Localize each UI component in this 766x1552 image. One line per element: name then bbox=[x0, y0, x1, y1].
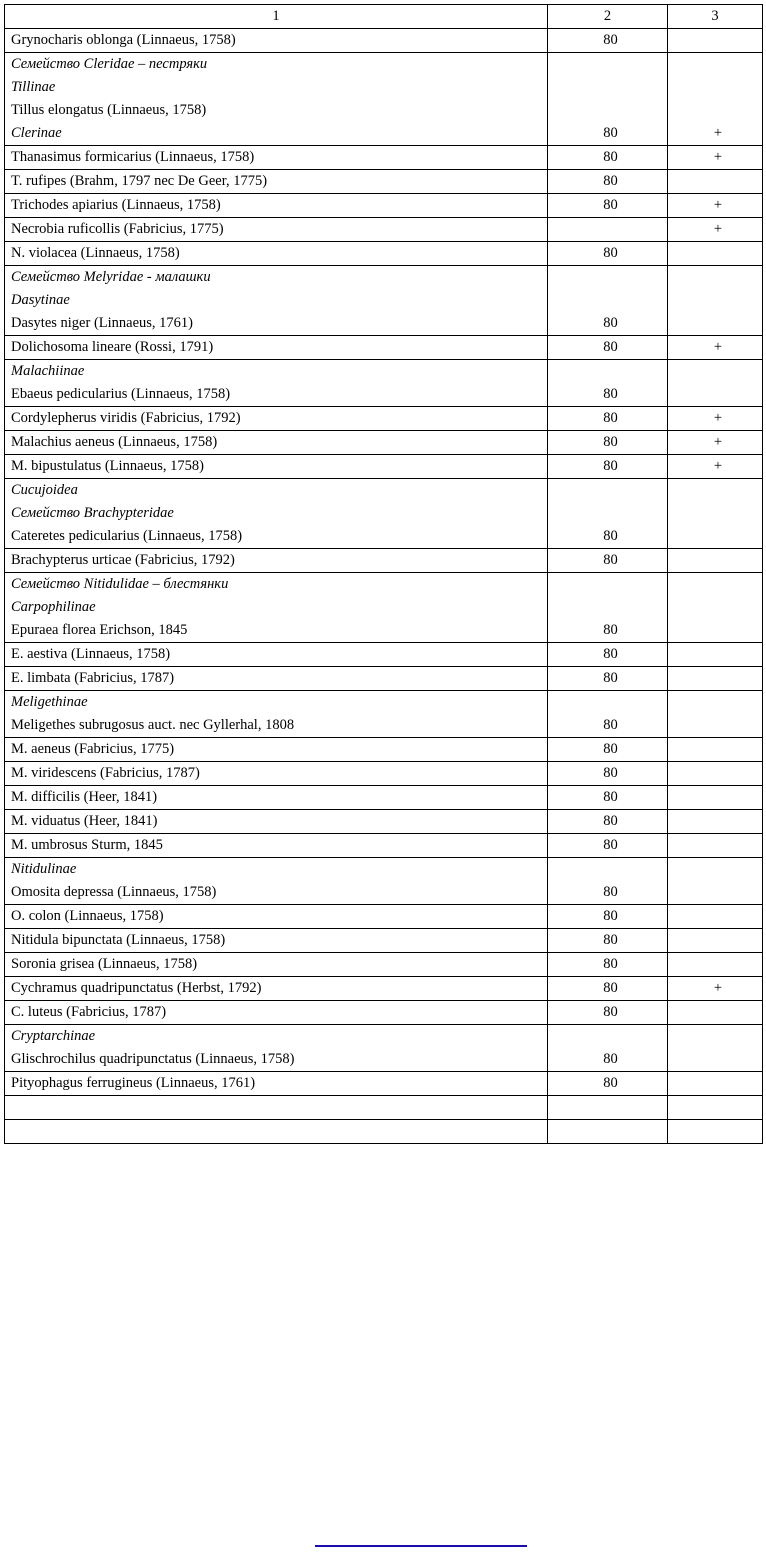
header-col-3: 3 bbox=[668, 5, 763, 29]
species-name: M. umbrosus Sturm, 1845 bbox=[11, 837, 163, 853]
presence-cell bbox=[668, 977, 763, 1001]
presence-mark: + bbox=[713, 339, 723, 355]
species-table bbox=[4, 4, 763, 1144]
species-cell bbox=[5, 266, 548, 336]
presence-cell bbox=[668, 170, 763, 194]
species-cell bbox=[5, 360, 548, 407]
species-name: E. limbata (Fabricius, 1787) bbox=[11, 670, 175, 686]
value-text: 80 bbox=[603, 552, 618, 568]
value-text: 80 bbox=[603, 908, 618, 924]
value-cell bbox=[548, 194, 668, 218]
presence-cell bbox=[668, 479, 763, 549]
presence-mark bbox=[674, 810, 762, 833]
species-name: Grynocharis oblonga (Linnaeus, 1758) bbox=[11, 32, 236, 48]
table-row bbox=[5, 29, 763, 53]
presence-mark bbox=[674, 29, 762, 52]
table-row bbox=[5, 1072, 763, 1096]
value-text: 80 bbox=[603, 434, 618, 450]
presence-cell bbox=[668, 810, 763, 834]
presence-mark bbox=[674, 834, 762, 857]
species-name: T. rufipes (Brahm, 1797 nec De Geer, 1775) bbox=[11, 173, 268, 189]
value-cell bbox=[548, 1001, 668, 1025]
value-cell bbox=[548, 360, 668, 407]
species-name: Nitidula bipunctata (Linnaeus, 1758) bbox=[11, 932, 226, 948]
table-row bbox=[5, 455, 763, 479]
table-row bbox=[5, 336, 763, 360]
table-row bbox=[5, 1025, 763, 1072]
table-row bbox=[5, 170, 763, 194]
value-text: 80 bbox=[603, 315, 618, 331]
table-row bbox=[5, 810, 763, 834]
species-name: Omosita depressa (Linnaeus, 1758) bbox=[11, 884, 217, 900]
species-name: Ebaeus pedicularius (Linnaeus, 1758) bbox=[11, 386, 231, 402]
presence-cell bbox=[668, 336, 763, 360]
presence-cell bbox=[668, 431, 763, 455]
species-name: Cychramus quadripunctatus (Herbst, 1792) bbox=[11, 980, 262, 996]
empty-row bbox=[5, 1096, 763, 1120]
value-text bbox=[554, 218, 667, 241]
presence-mark: + bbox=[713, 980, 723, 996]
value-text: 80 bbox=[603, 765, 618, 781]
value-cell bbox=[548, 858, 668, 905]
value-cell bbox=[548, 810, 668, 834]
presence-cell bbox=[668, 667, 763, 691]
species-name: Tillus elongatus (Linnaeus, 1758) bbox=[11, 102, 207, 118]
value-text: 80 bbox=[603, 125, 618, 141]
species-cell bbox=[5, 977, 548, 1001]
presence-mark: + bbox=[713, 197, 723, 213]
taxon-group-label: Cucujoidea bbox=[11, 482, 78, 498]
species-name: Brachypterus urticae (Fabricius, 1792) bbox=[11, 552, 235, 568]
value-text: 80 bbox=[603, 837, 618, 853]
value-cell bbox=[548, 336, 668, 360]
table-row bbox=[5, 218, 763, 242]
table-row bbox=[5, 738, 763, 762]
species-cell bbox=[5, 53, 548, 146]
header-col-1: 1 bbox=[5, 5, 548, 29]
empty-cell bbox=[668, 1120, 763, 1144]
empty-cell bbox=[5, 1120, 548, 1144]
species-cell bbox=[5, 407, 548, 431]
species-cell bbox=[5, 786, 548, 810]
presence-mark bbox=[674, 881, 762, 904]
species-cell bbox=[5, 1001, 548, 1025]
table-row bbox=[5, 53, 763, 146]
species-cell bbox=[5, 643, 548, 667]
value-text: 80 bbox=[603, 197, 618, 213]
value-text: 80 bbox=[603, 386, 618, 402]
table-row bbox=[5, 643, 763, 667]
presence-cell bbox=[668, 1001, 763, 1025]
empty-cell bbox=[668, 1096, 763, 1120]
presence-mark bbox=[674, 643, 762, 666]
value-cell bbox=[548, 573, 668, 643]
presence-mark bbox=[674, 549, 762, 572]
presence-mark bbox=[674, 953, 762, 976]
value-text: 80 bbox=[603, 884, 618, 900]
species-name: N. violacea (Linnaeus, 1758) bbox=[11, 245, 180, 261]
value-cell bbox=[548, 786, 668, 810]
taxon-group-label: Cryptarchinae bbox=[11, 1028, 96, 1044]
taxon-group-label: Meligethinae bbox=[11, 694, 88, 710]
species-cell bbox=[5, 691, 548, 738]
value-text: 80 bbox=[603, 741, 618, 757]
table-row bbox=[5, 360, 763, 407]
table-row bbox=[5, 146, 763, 170]
presence-cell bbox=[668, 929, 763, 953]
presence-cell bbox=[668, 762, 763, 786]
taxon-group-label: Семейство Melyridae - малашки bbox=[11, 269, 211, 285]
species-name: M. aeneus (Fabricius, 1775) bbox=[11, 741, 175, 757]
presence-cell bbox=[668, 194, 763, 218]
species-name: Trichodes apiarius (Linnaeus, 1758) bbox=[11, 197, 221, 213]
value-cell bbox=[548, 691, 668, 738]
species-name: Cateretes pedicularius (Linnaeus, 1758) bbox=[11, 528, 243, 544]
presence-mark: + bbox=[713, 125, 723, 141]
table-row bbox=[5, 407, 763, 431]
table-row bbox=[5, 1001, 763, 1025]
presence-cell bbox=[668, 360, 763, 407]
species-name: Necrobia ruficollis (Fabricius, 1775) bbox=[11, 221, 224, 237]
value-cell bbox=[548, 431, 668, 455]
empty-row bbox=[5, 1120, 763, 1144]
presence-mark: + bbox=[713, 221, 723, 237]
species-cell bbox=[5, 218, 548, 242]
presence-cell bbox=[668, 738, 763, 762]
value-cell bbox=[548, 479, 668, 549]
presence-mark bbox=[674, 905, 762, 928]
value-cell bbox=[548, 929, 668, 953]
species-cell bbox=[5, 667, 548, 691]
table-row bbox=[5, 953, 763, 977]
presence-mark bbox=[674, 786, 762, 809]
species-cell bbox=[5, 573, 548, 643]
value-text: 80 bbox=[603, 149, 618, 165]
value-cell bbox=[548, 218, 668, 242]
value-cell bbox=[548, 53, 668, 146]
presence-mark bbox=[674, 1072, 762, 1095]
table-row bbox=[5, 479, 763, 549]
value-text: 80 bbox=[603, 410, 618, 426]
taxon-group-label: Malachiinae bbox=[11, 363, 85, 379]
presence-mark bbox=[674, 312, 762, 335]
presence-mark bbox=[674, 714, 762, 737]
value-text: 80 bbox=[603, 789, 618, 805]
presence-mark bbox=[674, 619, 762, 642]
table-row bbox=[5, 977, 763, 1001]
empty-cell bbox=[548, 1096, 668, 1120]
presence-cell bbox=[668, 266, 763, 336]
taxon-group-label: Nitidulinae bbox=[11, 861, 77, 877]
value-cell bbox=[548, 266, 668, 336]
value-cell bbox=[548, 1025, 668, 1072]
presence-cell bbox=[668, 643, 763, 667]
table-row bbox=[5, 905, 763, 929]
species-cell bbox=[5, 431, 548, 455]
table-row bbox=[5, 431, 763, 455]
value-cell bbox=[548, 738, 668, 762]
table-row bbox=[5, 573, 763, 643]
value-cell bbox=[548, 667, 668, 691]
presence-mark bbox=[674, 762, 762, 785]
species-name: Epuraea florea Erichson, 1845 bbox=[11, 622, 188, 638]
species-name: C. luteus (Fabricius, 1787) bbox=[11, 1004, 167, 1020]
presence-cell bbox=[668, 573, 763, 643]
species-cell bbox=[5, 194, 548, 218]
presence-cell bbox=[668, 455, 763, 479]
taxon-group-label: Семейство Cleridae – пестряки bbox=[11, 56, 208, 72]
value-text: 80 bbox=[603, 173, 618, 189]
presence-cell bbox=[668, 549, 763, 573]
presence-mark bbox=[674, 929, 762, 952]
species-table-container bbox=[4, 4, 762, 1144]
value-text: 80 bbox=[603, 980, 618, 996]
table-row bbox=[5, 929, 763, 953]
taxon-group-label: Clerinae bbox=[11, 125, 62, 141]
value-text: 80 bbox=[603, 1051, 618, 1067]
species-name: Malachius aeneus (Linnaeus, 1758) bbox=[11, 434, 218, 450]
table-row bbox=[5, 667, 763, 691]
presence-mark bbox=[674, 525, 762, 548]
value-cell bbox=[548, 29, 668, 53]
species-name: Dolichosoma lineare (Rossi, 1791) bbox=[11, 339, 214, 355]
species-cell bbox=[5, 146, 548, 170]
value-text: 80 bbox=[603, 1075, 618, 1091]
presence-mark: + bbox=[713, 410, 723, 426]
species-cell bbox=[5, 549, 548, 573]
value-cell bbox=[548, 977, 668, 1001]
species-cell bbox=[5, 242, 548, 266]
species-name: M. difficilis (Heer, 1841) bbox=[11, 789, 158, 805]
presence-mark bbox=[674, 383, 762, 406]
species-cell bbox=[5, 834, 548, 858]
species-name: Glischrochilus quadripunctatus (Linnaeus, 1758) bbox=[11, 1051, 295, 1067]
table-row bbox=[5, 762, 763, 786]
species-name: M. viridescens (Fabricius, 1787) bbox=[11, 765, 200, 781]
presence-mark: + bbox=[713, 458, 723, 474]
value-text: 80 bbox=[603, 670, 618, 686]
header-row bbox=[5, 5, 763, 29]
presence-mark: + bbox=[713, 149, 723, 165]
value-cell bbox=[548, 905, 668, 929]
taxon-group-label: Dasytinae bbox=[11, 292, 70, 308]
taxon-group-label: Семейство Brachypteridae bbox=[11, 505, 174, 521]
presence-mark bbox=[674, 667, 762, 690]
value-cell bbox=[548, 242, 668, 266]
species-cell bbox=[5, 905, 548, 929]
species-cell bbox=[5, 858, 548, 905]
species-name: M. bipustulatus (Linnaeus, 1758) bbox=[11, 458, 204, 474]
page-footer-link[interactable] bbox=[315, 1545, 527, 1547]
taxon-group-label: Семейство Nitidulidae – блестянки bbox=[11, 576, 229, 592]
presence-mark bbox=[674, 170, 762, 193]
value-text: 80 bbox=[603, 339, 618, 355]
value-cell bbox=[548, 953, 668, 977]
value-text: 80 bbox=[603, 458, 618, 474]
presence-cell bbox=[668, 146, 763, 170]
value-text: 80 bbox=[603, 932, 618, 948]
species-name: M. viduatus (Heer, 1841) bbox=[11, 813, 158, 829]
species-table-body bbox=[5, 5, 763, 1144]
header-col-2: 2 bbox=[548, 5, 668, 29]
presence-cell bbox=[668, 218, 763, 242]
table-row bbox=[5, 858, 763, 905]
presence-cell bbox=[668, 407, 763, 431]
species-cell bbox=[5, 1025, 548, 1072]
empty-cell bbox=[5, 1096, 548, 1120]
species-name: Cordylepherus viridis (Fabricius, 1792) bbox=[11, 410, 241, 426]
table-row bbox=[5, 194, 763, 218]
species-cell bbox=[5, 455, 548, 479]
presence-cell bbox=[668, 29, 763, 53]
species-cell bbox=[5, 29, 548, 53]
table-row bbox=[5, 834, 763, 858]
presence-cell bbox=[668, 905, 763, 929]
presence-cell bbox=[668, 858, 763, 905]
value-cell bbox=[548, 1072, 668, 1096]
species-cell bbox=[5, 738, 548, 762]
value-cell bbox=[548, 643, 668, 667]
value-text: 80 bbox=[603, 245, 618, 261]
presence-cell bbox=[668, 834, 763, 858]
presence-mark: + bbox=[713, 434, 723, 450]
species-cell bbox=[5, 762, 548, 786]
species-cell bbox=[5, 953, 548, 977]
value-text: 80 bbox=[603, 622, 618, 638]
value-cell bbox=[548, 762, 668, 786]
species-name: Thanasimus formicarius (Linnaeus, 1758) bbox=[11, 149, 255, 165]
species-name: Dasytes niger (Linnaeus, 1761) bbox=[11, 315, 194, 331]
species-cell bbox=[5, 929, 548, 953]
species-cell bbox=[5, 170, 548, 194]
value-text: 80 bbox=[603, 1004, 618, 1020]
table-row bbox=[5, 786, 763, 810]
empty-cell bbox=[548, 1120, 668, 1144]
species-name: Soronia grisea (Linnaeus, 1758) bbox=[11, 956, 198, 972]
species-cell bbox=[5, 479, 548, 549]
table-row bbox=[5, 266, 763, 336]
taxon-group-label: Tillinae bbox=[11, 79, 56, 95]
value-cell bbox=[548, 549, 668, 573]
presence-mark bbox=[674, 242, 762, 265]
species-name: Pityophagus ferrugineus (Linnaeus, 1761) bbox=[11, 1075, 256, 1091]
presence-cell bbox=[668, 53, 763, 146]
presence-cell bbox=[668, 242, 763, 266]
value-text: 80 bbox=[603, 528, 618, 544]
presence-mark bbox=[674, 1001, 762, 1024]
table-row bbox=[5, 691, 763, 738]
table-row bbox=[5, 242, 763, 266]
presence-mark bbox=[674, 1048, 762, 1071]
presence-cell bbox=[668, 691, 763, 738]
value-text: 80 bbox=[603, 32, 618, 48]
value-cell bbox=[548, 170, 668, 194]
species-cell bbox=[5, 810, 548, 834]
species-cell bbox=[5, 1072, 548, 1096]
table-row bbox=[5, 549, 763, 573]
value-cell bbox=[548, 146, 668, 170]
value-cell bbox=[548, 455, 668, 479]
value-cell bbox=[548, 834, 668, 858]
presence-cell bbox=[668, 1025, 763, 1072]
value-text: 80 bbox=[603, 813, 618, 829]
value-text: 80 bbox=[603, 956, 618, 972]
presence-cell bbox=[668, 953, 763, 977]
presence-cell bbox=[668, 786, 763, 810]
species-cell bbox=[5, 336, 548, 360]
species-name: Meligethes subrugosus auct. nec Gyllerhal, 1808 bbox=[11, 717, 295, 733]
presence-mark bbox=[674, 738, 762, 761]
value-cell bbox=[548, 407, 668, 431]
species-name: O. colon (Linnaeus, 1758) bbox=[11, 908, 164, 924]
value-text: 80 bbox=[603, 717, 618, 733]
value-text: 80 bbox=[603, 646, 618, 662]
species-name: E. aestiva (Linnaeus, 1758) bbox=[11, 646, 171, 662]
taxon-group-label: Carpophilinae bbox=[11, 599, 96, 615]
presence-cell bbox=[668, 1072, 763, 1096]
